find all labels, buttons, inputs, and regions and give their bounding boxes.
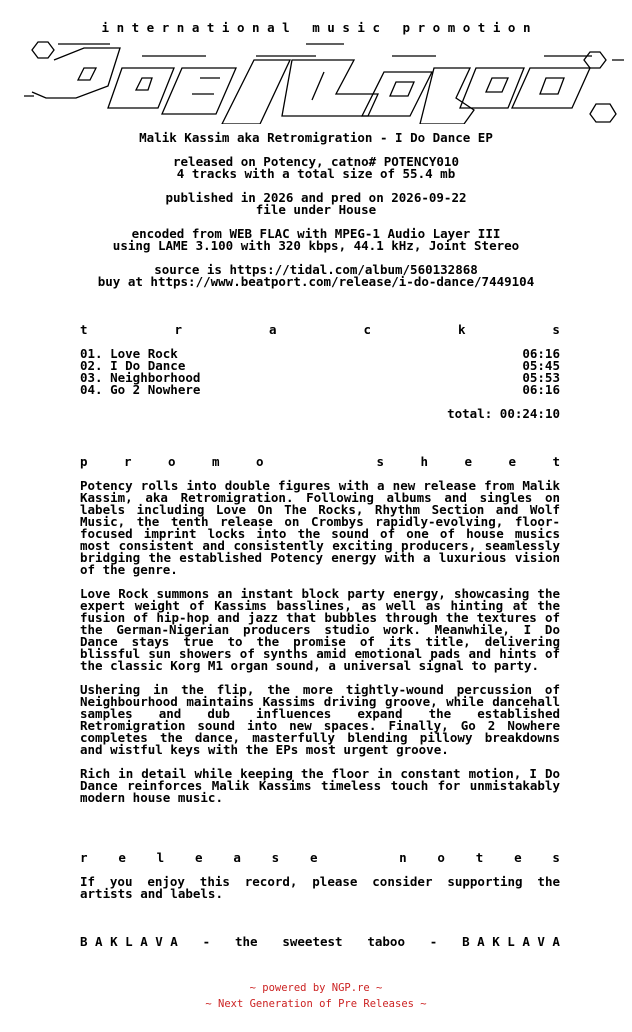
notes-heading-letter: e bbox=[514, 850, 522, 865]
promo-paragraph: Rich in detail while keeping the floor in constant motion, I Do Dance reinforces Malik Kassims timeless touch for unmistakably modern house music. bbox=[80, 766, 560, 805]
tracks-heading-letter: t bbox=[80, 322, 88, 337]
tracks-heading-letter: r bbox=[174, 322, 183, 337]
track-time: 05:53 bbox=[522, 370, 560, 385]
tracks-heading-letter: a bbox=[268, 322, 277, 337]
track-name: 04. Go 2 Nowhere bbox=[80, 382, 201, 397]
track-name: 01. Love Rock bbox=[80, 346, 178, 361]
notes-heading-letter: s bbox=[271, 850, 280, 865]
footer bbox=[0, 980, 632, 1012]
genre-info: file under House bbox=[255, 202, 377, 217]
published-info: published in 2026 and pred on 2026-09-22 bbox=[165, 190, 467, 205]
promo-paragraph: Ushering in the flip, the more tightly-wound percussion of Neighbourhood maintains Kassims driving groove, while dancehall samples and dub influences expand the established Retromigration sound into new spaces. Finally, Go 2 Nowhere completes the dance, masterfully blending pillowy breakdowns and wistful keys with the EPs most urgent groove. bbox=[80, 682, 560, 757]
track-name: 03. Neighborhood bbox=[80, 370, 201, 385]
promo-paragraph: Potency rolls into double figures with a new release from Malik Kassim, aka Retromigration. Following albums and singles on labels including Love On The Rocks, Rhythm Section and Wolf Music, the tenth release on Crombys rapidly-evolving, floor-focused imprint locks into the sound of one of house musics most consistent and consistently exciting producers, seamlessly bridging the established Potency energy with a luxurious vision of the genre. bbox=[80, 478, 560, 577]
notes-heading-letter: t bbox=[475, 850, 484, 865]
track-time: 06:16 bbox=[522, 346, 560, 361]
encoded-info: encoded from WEB FLAC with MPEG-1 Audio Layer III bbox=[131, 226, 501, 241]
baklava-logo bbox=[24, 38, 624, 124]
tagline-part: sweetest bbox=[282, 934, 343, 949]
tagline-part: taboo bbox=[367, 934, 405, 949]
notes-heading-letter: a bbox=[233, 850, 241, 865]
promo-heading-letter: t bbox=[552, 454, 560, 469]
lame-info: using LAME 3.100 with 320 kbps, 44.1 kHz, Joint Stereo bbox=[112, 238, 520, 253]
promo-heading-letter: e bbox=[464, 454, 472, 469]
notes-heading-letter: e bbox=[118, 850, 126, 865]
tagline-part: the bbox=[234, 934, 258, 949]
notes-heading-letter: o bbox=[437, 850, 445, 865]
notes-heading-letter: e bbox=[309, 850, 318, 865]
notes-text bbox=[80, 876, 560, 912]
notes-heading bbox=[80, 852, 560, 864]
tracks-heading-letter: s bbox=[552, 322, 560, 337]
notes-paragraph: If you enjoy this record, please consider supporting the artists and labels. bbox=[80, 874, 560, 901]
notes-heading-letter: l bbox=[156, 850, 165, 865]
promo-heading-letter: o bbox=[256, 454, 264, 469]
tracks-heading bbox=[80, 324, 560, 336]
buy-link: buy at https://www.beatport.com/release/i-do-dance/7449104 bbox=[97, 274, 535, 289]
promo-heading-letter: o bbox=[168, 454, 176, 469]
intl-promo-header: i n t e r n a t i o n a l m u s i c p r o m o t i o n bbox=[101, 20, 531, 35]
promo-heading-letter: h bbox=[420, 454, 428, 469]
promo-heading-letter: r bbox=[124, 454, 132, 469]
promo-heading bbox=[80, 456, 560, 468]
notes-heading-letter: s bbox=[552, 850, 560, 865]
tracklist bbox=[80, 348, 560, 396]
tagline-part: B A K L A V A bbox=[462, 934, 560, 949]
notes-heading-letter: e bbox=[194, 850, 203, 865]
tracks-heading-letter: k bbox=[457, 322, 466, 337]
release-title: Malik Kassim aka Retromigration - I Do Dance EP bbox=[139, 130, 493, 145]
tagline-part: - bbox=[202, 934, 211, 949]
notes-heading-letter: r bbox=[80, 850, 88, 865]
notes-heading-letter: n bbox=[399, 850, 407, 865]
promo-text bbox=[80, 480, 560, 816]
tracks-heading-letter: c bbox=[363, 322, 371, 337]
tagline-part: B A K L A V A bbox=[80, 934, 178, 949]
total-time: total: 00:24:10 bbox=[447, 406, 560, 421]
footer-powered-by: ~ powered by NGP.re ~ bbox=[249, 982, 383, 994]
label-info: released on Potency, catno# POTENCY010 bbox=[173, 154, 459, 169]
promo-heading-letter: m bbox=[212, 454, 220, 469]
size-info: 4 tracks with a total size of 55.4 mb bbox=[176, 166, 456, 181]
promo-heading-letter: e bbox=[508, 454, 516, 469]
source-link: source is https://tidal.com/album/560132868 bbox=[154, 262, 478, 277]
promo-heading-letter: p bbox=[80, 454, 88, 469]
track-row bbox=[80, 384, 560, 396]
track-name: 02. I Do Dance bbox=[80, 358, 186, 373]
track-time: 05:45 bbox=[522, 358, 560, 373]
promo-heading-letter: s bbox=[376, 454, 384, 469]
footer-tagline: ~ Next Generation of Pre Releases ~ bbox=[205, 998, 427, 1010]
tagline-part: - bbox=[429, 934, 438, 949]
track-time: 06:16 bbox=[522, 382, 560, 397]
promo-paragraph: Love Rock summons an instant block party energy, showcasing the expert weight of Kassims basslines, as well as hinting at the fusion of hip-hop and jazz that bubbles through the textures of the German-Nigerian producers studio work. Meanwhile, I Do Dance stays true to the promise of its title, delivering blissful sun showers of synths amid emotional pads and hints of the classic Korg M1 organ sound, a universal signal to party. bbox=[80, 586, 560, 673]
tagline bbox=[80, 936, 560, 948]
